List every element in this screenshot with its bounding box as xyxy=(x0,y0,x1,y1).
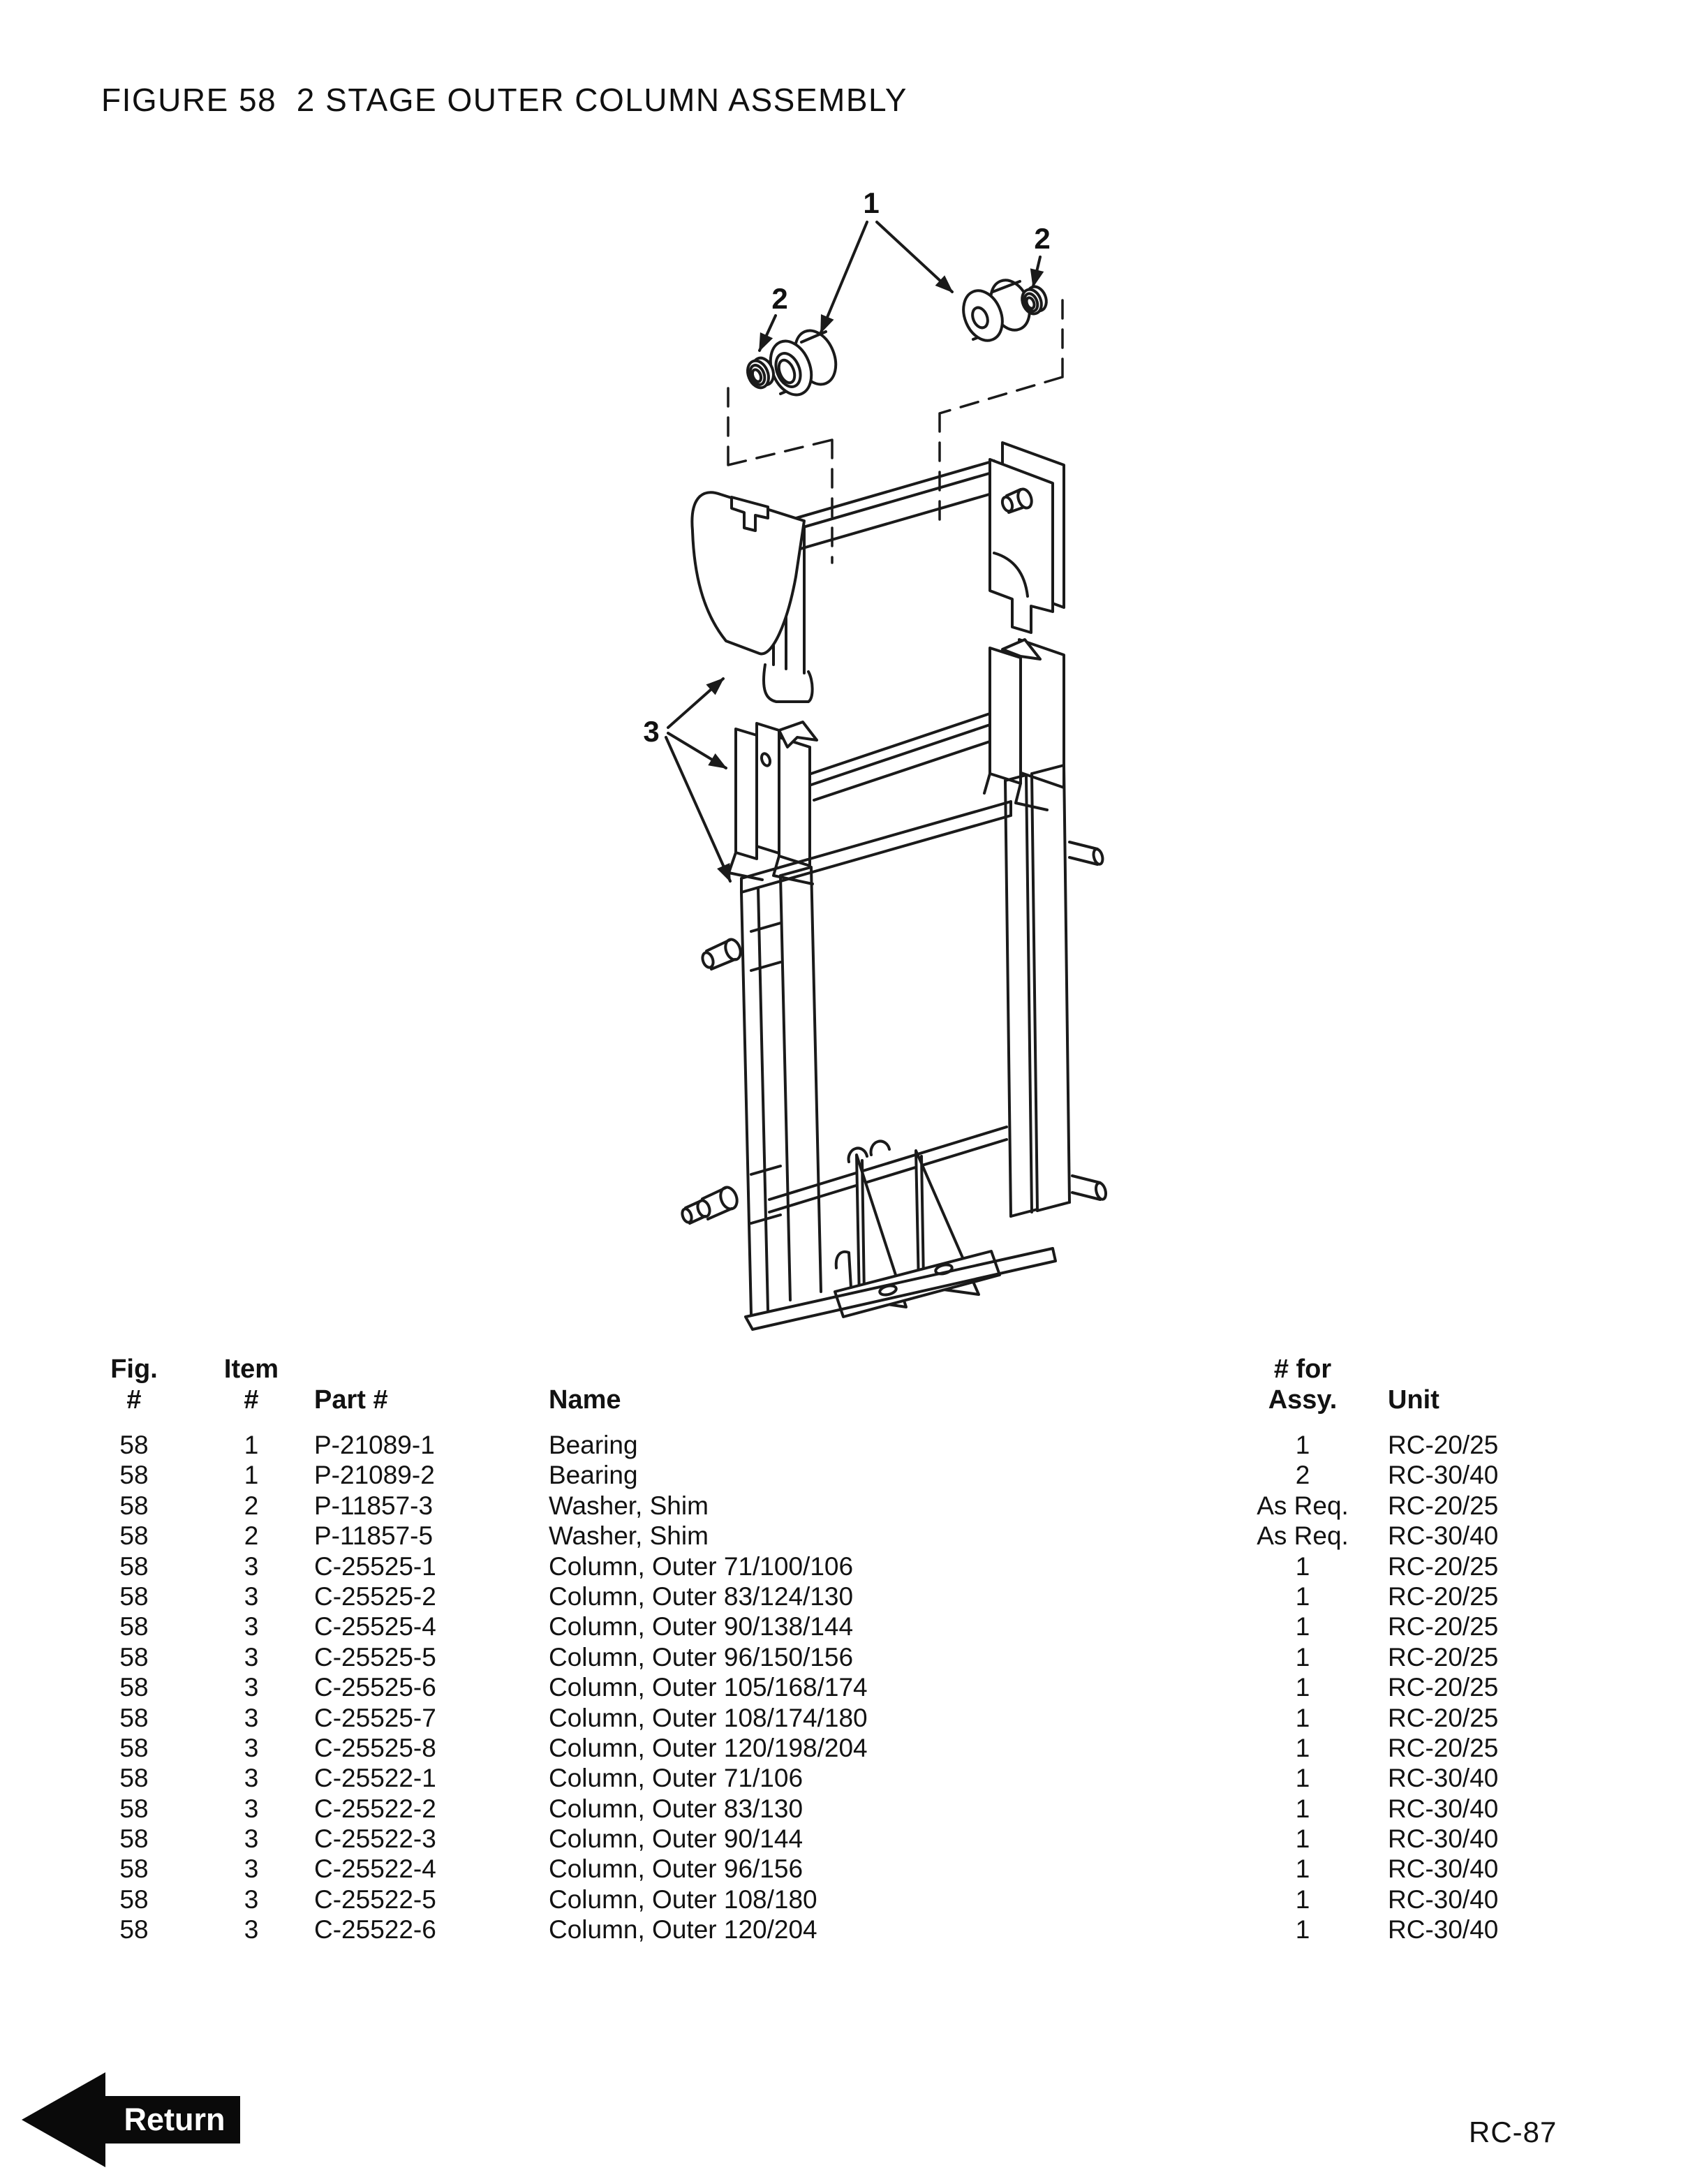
cell-qty-for-assy: 1 xyxy=(1295,1673,1310,1702)
cell-fig-number: 58 xyxy=(119,1461,149,1490)
return-button-label: Return xyxy=(124,2102,225,2137)
cell-unit: RC-30/40 xyxy=(1388,1794,1499,1823)
cell-item-number: 3 xyxy=(244,1854,259,1884)
cell-fig-number: 58 xyxy=(119,1551,149,1581)
cell-part-name: Bearing xyxy=(549,1461,638,1490)
cell-unit: RC-20/25 xyxy=(1388,1703,1499,1732)
cell-item-number: 1 xyxy=(244,1461,259,1490)
cell-unit: RC-30/40 xyxy=(1388,1915,1499,1945)
cell-part-name: Column, Outer 108/180 xyxy=(549,1884,817,1914)
cell-item-number: 3 xyxy=(244,1612,259,1641)
cell-item-number: 3 xyxy=(244,1884,259,1914)
cell-item-number: 3 xyxy=(244,1673,259,1702)
left-arrow-icon xyxy=(22,2072,105,2167)
cell-fig-number: 58 xyxy=(119,1491,149,1520)
cell-qty-for-assy: 1 xyxy=(1295,1612,1310,1641)
cell-unit: RC-20/25 xyxy=(1388,1673,1499,1702)
cell-qty-for-assy: 1 xyxy=(1295,1581,1310,1611)
table-row xyxy=(0,1854,1681,1884)
cell-qty-for-assy: 1 xyxy=(1295,1824,1310,1854)
callout-item-3: 3 xyxy=(643,715,660,748)
cell-part-name: Column, Outer 108/174/180 xyxy=(549,1703,868,1732)
cell-part-name: Column, Outer 90/138/144 xyxy=(549,1612,854,1641)
cell-part-number: C-25522-4 xyxy=(314,1854,436,1884)
cell-item-number: 3 xyxy=(244,1764,259,1793)
table-row xyxy=(0,1611,1681,1641)
cell-part-name: Column, Outer 71/106 xyxy=(549,1764,804,1793)
cell-unit: RC-20/25 xyxy=(1388,1581,1499,1611)
table-row xyxy=(0,1914,1681,1945)
cell-item-number: 1 xyxy=(244,1431,259,1459)
header-fig: Fig. xyxy=(110,1355,158,1384)
figure-title: FIGURE 58 2 STAGE OUTER COLUMN ASSEMBLY xyxy=(101,82,908,118)
cell-part-number: P-11857-3 xyxy=(314,1491,434,1520)
table-row xyxy=(0,1884,1681,1914)
cell-part-name: Column, Outer 83/130 xyxy=(549,1794,804,1823)
cell-qty-for-assy: 1 xyxy=(1295,1915,1310,1945)
cell-fig-number: 58 xyxy=(119,1612,149,1641)
callout-item-2-right: 2 xyxy=(1034,222,1051,255)
cell-unit: RC-20/25 xyxy=(1388,1491,1499,1520)
cell-item-number: 3 xyxy=(244,1915,259,1945)
cell-part-name: Column, Outer 90/144 xyxy=(549,1824,804,1854)
cell-unit: RC-30/40 xyxy=(1388,1824,1499,1854)
cell-part-number: C-25522-3 xyxy=(314,1824,436,1854)
cell-item-number: 3 xyxy=(244,1581,259,1611)
cell-part-number: P-21089-2 xyxy=(314,1461,435,1490)
cell-qty-for-assy: As Req. xyxy=(1257,1521,1349,1551)
cell-fig-number: 58 xyxy=(119,1854,149,1884)
cell-part-number: C-25525-2 xyxy=(314,1581,436,1611)
header-unit: Unit xyxy=(1388,1385,1439,1415)
cell-fig-number: 58 xyxy=(119,1431,149,1459)
cell-part-name: Column, Outer 83/124/130 xyxy=(549,1581,854,1611)
header-item-num: # xyxy=(244,1385,259,1415)
cell-qty-for-assy: 1 xyxy=(1295,1854,1310,1884)
bearing-left xyxy=(763,325,843,401)
cell-part-number: C-25525-6 xyxy=(314,1673,436,1702)
cell-item-number: 3 xyxy=(244,1824,259,1854)
cell-qty-for-assy: 1 xyxy=(1295,1551,1310,1581)
cell-unit: RC-30/40 xyxy=(1388,1764,1499,1793)
table-row xyxy=(0,1672,1681,1702)
cell-part-name: Column, Outer 96/156 xyxy=(549,1854,804,1884)
cell-item-number: 3 xyxy=(244,1733,259,1762)
cell-qty-for-assy: 1 xyxy=(1295,1884,1310,1914)
cell-part-number: C-25525-7 xyxy=(314,1703,436,1732)
header-assy: Assy. xyxy=(1268,1385,1338,1415)
cell-fig-number: 58 xyxy=(119,1521,149,1551)
cell-unit: RC-30/40 xyxy=(1388,1461,1499,1490)
cell-part-number: C-25525-1 xyxy=(314,1551,436,1581)
cell-fig-number: 58 xyxy=(119,1824,149,1854)
cell-fig-number: 58 xyxy=(119,1915,149,1945)
table-row xyxy=(0,1551,1681,1581)
callout-item-1: 1 xyxy=(863,186,880,219)
cell-unit: RC-30/40 xyxy=(1388,1884,1499,1914)
table-row xyxy=(0,1642,1681,1672)
table-row xyxy=(0,1581,1681,1611)
table-row xyxy=(0,1733,1681,1763)
table-row xyxy=(0,1763,1681,1793)
cell-qty-for-assy: 2 xyxy=(1295,1461,1310,1490)
return-button[interactable] xyxy=(18,2065,249,2174)
header-num-for: # for xyxy=(1273,1355,1332,1384)
header-name: Name xyxy=(549,1385,621,1415)
cell-qty-for-assy: 1 xyxy=(1295,1764,1310,1793)
cell-part-name: Column, Outer 120/204 xyxy=(549,1915,817,1945)
page-number: RC-87 xyxy=(1469,2116,1557,2148)
cell-unit: RC-20/25 xyxy=(1388,1612,1499,1641)
cell-part-number: P-21089-1 xyxy=(314,1431,435,1459)
cell-part-name: Washer, Shim xyxy=(549,1521,709,1551)
cell-qty-for-assy: 1 xyxy=(1295,1642,1310,1672)
table-row xyxy=(0,1491,1681,1521)
bearing-right xyxy=(956,274,1037,346)
parts-table-body xyxy=(0,1430,1681,1945)
cell-part-number: C-25522-1 xyxy=(314,1764,436,1793)
cell-qty-for-assy: 1 xyxy=(1295,1794,1310,1823)
cell-part-number: C-25522-5 xyxy=(314,1884,436,1914)
cell-fig-number: 58 xyxy=(119,1703,149,1732)
cell-fig-number: 58 xyxy=(119,1642,149,1672)
cell-unit: RC-20/25 xyxy=(1388,1431,1499,1459)
table-row xyxy=(0,1794,1681,1824)
cell-part-number: C-25525-4 xyxy=(314,1612,436,1641)
cell-fig-number: 58 xyxy=(119,1884,149,1914)
cell-fig-number: 58 xyxy=(119,1764,149,1793)
table-row xyxy=(0,1460,1681,1490)
table-row xyxy=(0,1521,1681,1551)
cell-unit: RC-20/25 xyxy=(1388,1551,1499,1581)
table-row xyxy=(0,1430,1681,1460)
cell-qty-for-assy: 1 xyxy=(1295,1431,1310,1459)
cell-fig-number: 58 xyxy=(119,1673,149,1702)
cell-unit: RC-20/25 xyxy=(1388,1642,1499,1672)
cell-part-name: Washer, Shim xyxy=(549,1491,709,1520)
cell-part-name: Column, Outer 96/150/156 xyxy=(549,1642,854,1672)
cell-qty-for-assy: 1 xyxy=(1295,1733,1310,1762)
table-row xyxy=(0,1703,1681,1733)
cell-fig-number: 58 xyxy=(119,1733,149,1762)
header-part: Part # xyxy=(314,1385,388,1415)
cell-fig-number: 58 xyxy=(119,1581,149,1611)
cell-part-number: C-25522-2 xyxy=(314,1794,436,1823)
cell-part-number: C-25522-6 xyxy=(314,1915,436,1945)
cell-item-number: 3 xyxy=(244,1703,259,1732)
cell-item-number: 3 xyxy=(244,1794,259,1823)
header-fig-num: # xyxy=(126,1385,142,1415)
cell-item-number: 3 xyxy=(244,1551,259,1581)
cell-part-number: P-11857-5 xyxy=(314,1521,434,1551)
cell-part-number: C-25525-8 xyxy=(314,1733,436,1762)
callout-item-2-left: 2 xyxy=(771,282,788,315)
cell-item-number: 2 xyxy=(244,1521,259,1551)
table-row xyxy=(0,1824,1681,1854)
cell-part-name: Column, Outer 105/168/174 xyxy=(549,1673,868,1702)
cell-part-name: Bearing xyxy=(549,1431,638,1459)
cell-item-number: 2 xyxy=(244,1491,259,1520)
cell-qty-for-assy: 1 xyxy=(1295,1703,1310,1732)
cell-unit: RC-30/40 xyxy=(1388,1521,1499,1551)
assembly-diagram xyxy=(593,175,1187,1362)
cell-unit: RC-20/25 xyxy=(1388,1733,1499,1762)
cell-part-name: Column, Outer 71/100/106 xyxy=(549,1551,854,1581)
cell-unit: RC-30/40 xyxy=(1388,1854,1499,1884)
cell-item-number: 3 xyxy=(244,1642,259,1672)
cell-part-number: C-25525-5 xyxy=(314,1642,436,1672)
cell-part-name: Column, Outer 120/198/204 xyxy=(549,1733,868,1762)
cell-qty-for-assy: As Req. xyxy=(1257,1491,1349,1520)
header-item: Item xyxy=(223,1355,279,1384)
cell-fig-number: 58 xyxy=(119,1794,149,1823)
